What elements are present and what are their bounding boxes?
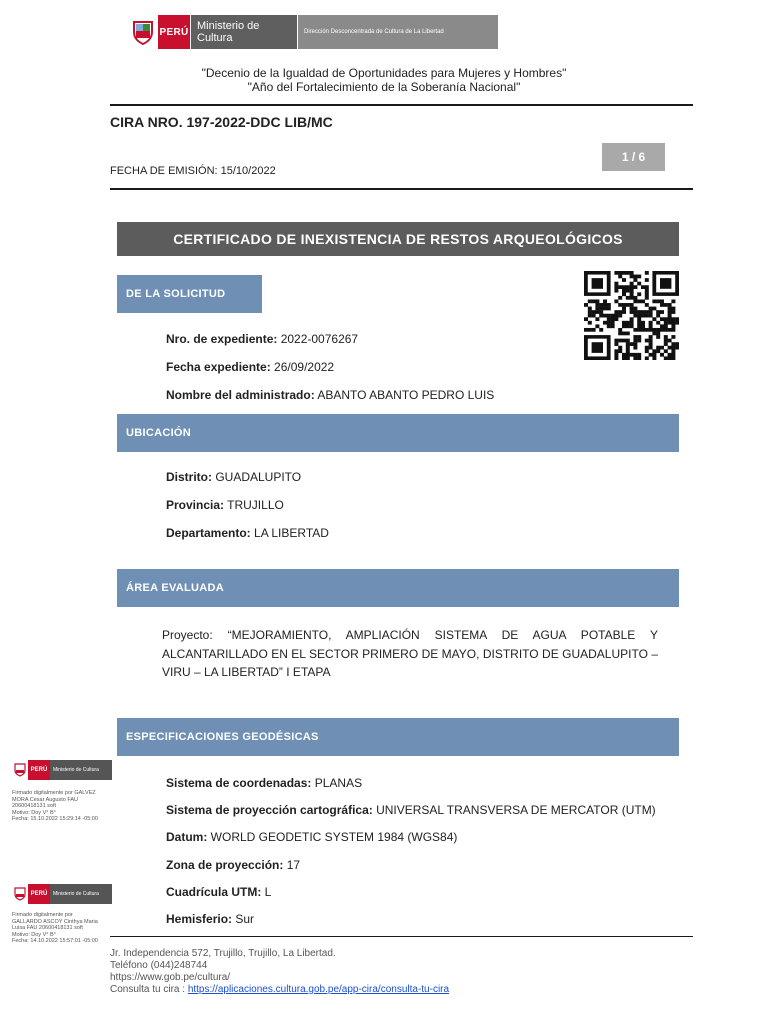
divider-top bbox=[110, 104, 693, 106]
field-datum bbox=[166, 830, 457, 844]
divider-footer bbox=[110, 936, 693, 937]
coat-of-arms-icon bbox=[12, 884, 28, 904]
field-value: L bbox=[261, 885, 272, 899]
field-label: Distrito: bbox=[166, 470, 212, 484]
issue-date: FECHA DE EMISIÓN: 15/10/2022 bbox=[110, 165, 276, 177]
project-description: Proyecto: “MEJORAMIENTO, AMPLIACIÓN SISTEMA DE AGUA POTABLE Y ALCANTARILLADO EN EL SECTOR PRIMERO DE MAYO, DISTRITO DE GUADALUPITO – VIRU – LA LIBERTAD” I ETAPA bbox=[162, 628, 658, 679]
field-value: 17 bbox=[283, 858, 301, 872]
decenio-line-1: "Decenio de la Igualdad de Oportunidades para Mujeres y Hombres" bbox=[201, 66, 567, 80]
field-value: ABANTO ABANTO PEDRO LUIS bbox=[314, 388, 495, 402]
field-label: Nombre del administrado: bbox=[166, 388, 315, 402]
stamp-ministry-label: Ministerio de Cultura bbox=[50, 760, 112, 780]
field-value: LA LIBERTAD bbox=[250, 526, 329, 540]
field-label: Provincia: bbox=[166, 498, 225, 512]
footer-web: https://www.gob.pe/cultura/ bbox=[110, 972, 231, 983]
field-label: Sistema de coordenadas: bbox=[166, 776, 312, 790]
field-hemisferio bbox=[166, 912, 254, 926]
stamp-peru-label: PERÚ bbox=[28, 884, 50, 904]
field-label: Sistema de proyección cartográfica: bbox=[166, 803, 373, 817]
field-value: GUADALUPITO bbox=[212, 470, 302, 484]
page-indicator: 1 / 6 bbox=[602, 143, 665, 171]
field-expediente bbox=[166, 332, 358, 346]
field-label: Hemisferio: bbox=[166, 912, 233, 926]
coat-of-arms-icon bbox=[128, 15, 158, 49]
field-label: Fecha expediente: bbox=[166, 360, 271, 374]
field-value: WORLD GEODETIC SYSTEM 1984 (WGS84) bbox=[207, 830, 458, 844]
field-provincia bbox=[166, 498, 284, 512]
field-sistema-coordenadas bbox=[166, 776, 362, 790]
section-ubicacion: UBICACIÓN bbox=[117, 414, 679, 452]
stamp-banner bbox=[12, 760, 112, 780]
field-value: TRUJILLO bbox=[224, 498, 284, 512]
field-label: Departamento: bbox=[166, 526, 251, 540]
certificate-title: CERTIFICADO DE INEXISTENCIA DE RESTOS ARQUEOLÓGICOS bbox=[117, 222, 679, 256]
footer-phone: Teléfono (044)248744 bbox=[110, 960, 208, 971]
ministry-banner bbox=[128, 15, 498, 49]
field-value: 26/09/2022 bbox=[270, 360, 335, 374]
field-label: Cuadrícula UTM: bbox=[166, 885, 262, 899]
field-label: Datum: bbox=[166, 830, 208, 844]
field-fecha-expediente bbox=[166, 360, 334, 374]
field-cuadricula bbox=[166, 885, 271, 899]
qr-code[interactable] bbox=[584, 271, 679, 360]
stamp-ministry-label: Ministerio de Cultura bbox=[50, 884, 112, 904]
field-value: PLANAS bbox=[311, 776, 363, 790]
section-area-evaluada: ÁREA EVALUADA bbox=[117, 569, 679, 607]
field-proyeccion bbox=[166, 803, 656, 817]
signature-text: Firmado digitalmente por GALLARDO ASCOY Cinthya Maria Luisa FAU 20600418131 soft Motivo: Doy V° B° Fecha: 14.10.2022 15:57:01 -05:00 bbox=[12, 912, 98, 945]
stamp-peru-label: PERÚ bbox=[28, 760, 50, 780]
directorate-label: Dirección Desconcentrada de Cultura de La Libertad bbox=[297, 15, 498, 49]
cira-number: CIRA NRO. 197-2022-DDC LIB/MC bbox=[110, 114, 333, 130]
section-geodesicas: ESPECIFICACIONES GEODÉSICAS bbox=[117, 718, 679, 756]
field-administrado bbox=[166, 388, 494, 402]
section-solicitud: DE LA SOLICITUD bbox=[117, 275, 262, 313]
field-value: 2022-0076267 bbox=[277, 332, 359, 346]
ministry-label: Ministerio de Cultura bbox=[190, 15, 297, 49]
signature-stamp-1 bbox=[12, 760, 116, 823]
footer-consulta bbox=[110, 984, 449, 996]
divider-header bbox=[110, 188, 693, 190]
signature-stamp-2 bbox=[12, 884, 116, 945]
coat-of-arms-icon bbox=[12, 760, 28, 780]
field-departamento bbox=[166, 526, 329, 540]
decenio-line-2: "Año del Fortalecimiento de la Soberanía Nacional" bbox=[247, 80, 521, 94]
footer-address: Jr. Independencia 572, Trujillo, Trujillo, La Libertad. bbox=[110, 948, 336, 959]
field-label: Zona de proyección: bbox=[166, 858, 284, 872]
field-label: Nro. de expediente: bbox=[166, 332, 278, 346]
stamp-banner bbox=[12, 884, 112, 904]
footer bbox=[110, 948, 449, 996]
field-distrito bbox=[166, 470, 301, 484]
signature-text: Firmado digitalmente por GALVEZ MORA Cesar Augusto FAU 20600418131 soft Motivo: Doy V° B° Fecha: 15.10.2022 15:29:14 -05:00 bbox=[12, 790, 98, 823]
footer-consulta-prefix: Consulta tu cira : bbox=[110, 984, 188, 995]
consulta-cira-link[interactable]: https://aplicaciones.cultura.gob.pe/app-cira/consulta-tu-cira bbox=[187, 984, 450, 995]
field-zona bbox=[166, 858, 300, 872]
field-value: Sur bbox=[232, 912, 255, 926]
peru-label: PERÚ bbox=[158, 15, 190, 49]
field-value: UNIVERSAL TRANSVERSA DE MERCATOR (UTM) bbox=[372, 803, 656, 817]
